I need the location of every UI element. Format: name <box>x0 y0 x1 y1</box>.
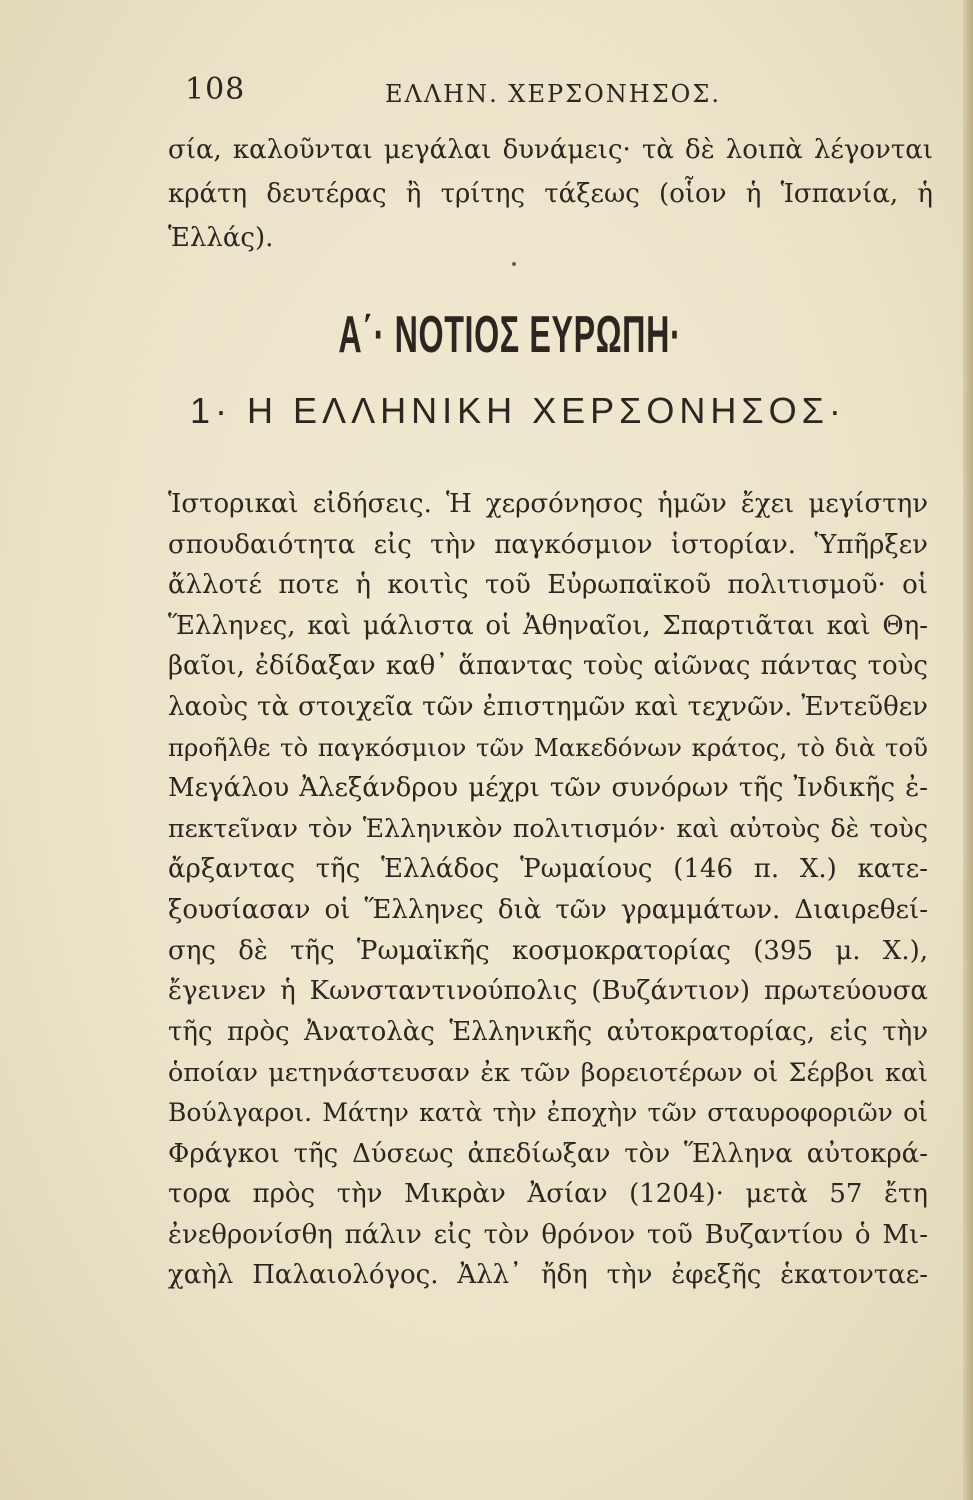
text-line: τῆς πρὸς Ἀνατολὰς Ἑλληνικῆς αὐτοκρατορίας, εἰς τὴν <box>168 1016 928 1047</box>
text-line: κράτη δευτέρας ἢ τρίτης τάξεως (οἷον ἡ Ἱσπανία, ἡ <box>168 179 933 209</box>
text-line: σία, καλοῦνται μεγάλαι δυνάμεις· τὰ δὲ λοιπὰ λέγονται <box>168 135 933 165</box>
text-line: βαῖοι, ἐδίδαξαν καθ᾽ ἅπαντας τοὺς αἰῶνας πάντας τοὺς <box>168 651 928 682</box>
subsection-title: 1· Η ΕΛΛΗΝΙΚΗ ΧΕΡΣΟΝΗΣΟΣ· <box>190 390 846 431</box>
intro-paragraph <box>168 128 933 260</box>
text-line: προῆλθε τὸ παγκόσμιον τῶν Μακεδόνων κράτος, τὸ διὰ τοῦ <box>168 732 928 762</box>
body-paragraph <box>168 484 928 1296</box>
text-line: Βούλγαροι. Μάτην κατὰ τὴν ἐποχὴν τῶν σταυροφοριῶν οἱ <box>168 1097 928 1127</box>
text-line: ἐνεθρονίσθη πάλιν εἰς τὸν θρόνον τοῦ Βυζαντίου ὁ Μι- <box>168 1219 928 1250</box>
page-header <box>185 72 805 112</box>
text-line: σης δὲ τῆς Ῥωμαϊκῆς κοσμοκρατορίας (395 μ. Χ.), <box>168 935 928 966</box>
text-line: ὁποίαν μετηνάστευσαν ἐκ τῶν βορειοτέρων οἱ Σέρβοι καὶ <box>168 1057 928 1088</box>
text-line: Ἑλλάς). <box>168 223 274 253</box>
text-line: σπουδαιότητα εἰς τὴν παγκόσμιον ἱστορίαν. Ὑπῆρξεν <box>168 529 928 560</box>
page-edge <box>963 0 973 1500</box>
text-line: Ἱστορικαὶ εἰδήσεις. Ἡ χερσόνησος ἡμῶν ἔχει μεγίστην <box>168 489 928 519</box>
text-line: λαοὺς τὰ στοιχεῖα τῶν ἐπιστημῶν καὶ τεχνῶν. Ἐντεῦθεν <box>168 691 928 722</box>
text-line: ἔγεινεν ἡ Κωνσταντινούπολις (Βυζάντιον) πρωτεύουσα <box>168 976 928 1007</box>
text-line: ξουσίασαν οἱ Ἕλληνες διὰ τῶν γραμμάτων. Διαιρεθεί- <box>168 894 928 925</box>
page-number: 108 <box>185 72 246 107</box>
text-line: Μεγάλου Ἀλεξάνδρου μέχρι τῶν συνόρων τῆς Ἰνδικῆς ἐ- <box>168 773 928 804</box>
section-title: Α΄· ΝΟΤΙΟΣ ΕΥΡΩΠΗ· <box>338 306 682 364</box>
ink-dot <box>512 262 516 266</box>
text-line: ἄρξαντας τῆς Ἑλλάδος Ῥωμαίους (146 π. Χ.) κατε- <box>168 854 928 885</box>
text-line: πεκτεῖναν τὸν Ἑλληνικὸν πολιτισμόν· καὶ αὐτοὺς δὲ τοὺς <box>168 813 928 843</box>
text-line: χαὴλ Παλαιολόγος. Ἀλλ᾽ ἤδη τὴν ἐφεξῆς ἑκατονταε- <box>168 1260 928 1291</box>
running-head: ΕΛΛΗΝ. ΧΕΡΣΟΝΗΣΟΣ. <box>385 80 721 108</box>
text-line: ἄλλοτέ ποτε ἡ κοιτὶς τοῦ Εὐρωπαϊκοῦ πολιτισμοῦ· οἱ <box>168 570 928 601</box>
text-line: Φράγκοι τῆς Δύσεως ἀπεδίωξαν τὸν Ἕλληνα αὐτοκρά- <box>168 1138 928 1169</box>
text-line: τορα πρὸς τὴν Μικρὰν Ἀσίαν (1204)· μετὰ 57 ἔτη <box>168 1179 928 1210</box>
text-line: Ἕλληνες, καὶ μάλιστα οἱ Ἀθηναῖοι, Σπαρτιᾶται καὶ Θη- <box>168 610 928 641</box>
